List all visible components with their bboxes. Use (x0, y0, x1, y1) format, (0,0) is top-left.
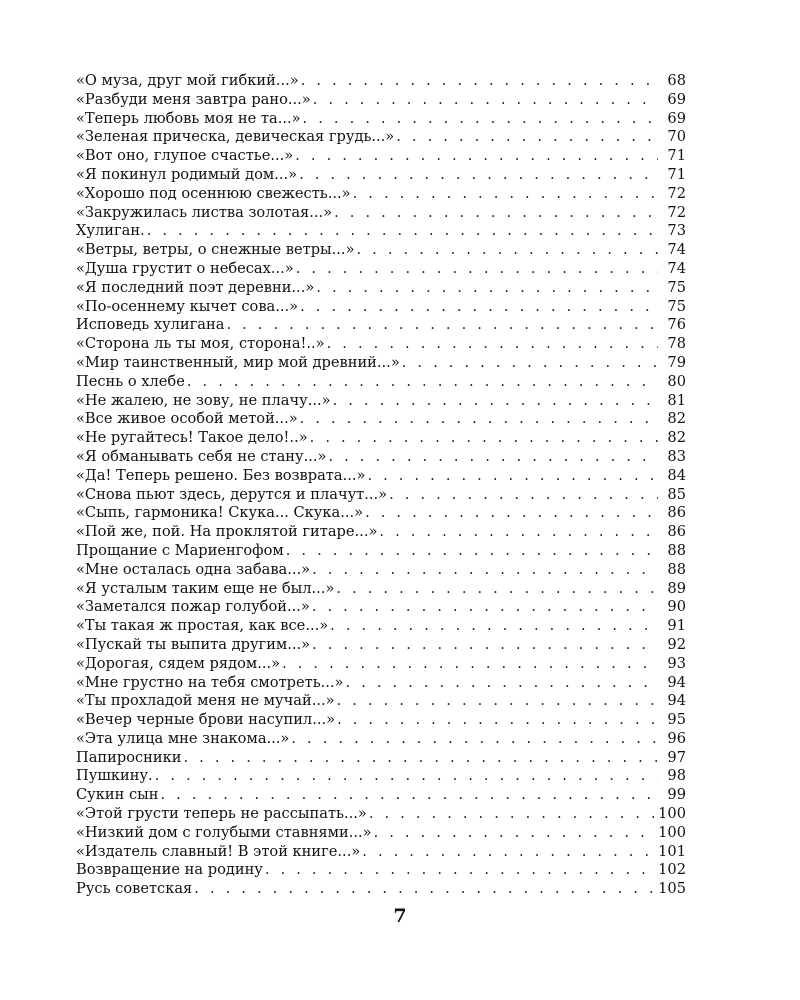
toc-entry-title: «Дорогая, сядем рядом...» (76, 654, 281, 672)
toc-entry (76, 786, 686, 805)
toc-entry (76, 617, 686, 636)
toc-dot-leader (327, 335, 658, 354)
toc-dot-leader (265, 861, 654, 880)
toc-entry (76, 598, 686, 617)
toc-entry-page: 71 (667, 165, 686, 183)
toc-entry-title: «Хорошо под осеннюю свежесть...» (76, 184, 351, 202)
toc-entry-page: 82 (667, 429, 686, 447)
toc-entry-title: «Я обманывать себя не стану...» (76, 447, 327, 465)
toc-entry-title: «Низкий дом с голубыми ставнями...» (76, 823, 372, 841)
toc-entry (76, 260, 686, 279)
toc-entry-title: «Закружилась листва золотая...» (76, 203, 333, 221)
toc-entry-title: «Сторона ль ты моя, сторона!..» (76, 335, 325, 353)
toc-dot-leader (367, 467, 658, 486)
toc-entry-title: Песнь о хлебе (76, 372, 185, 390)
toc-entry-page: 72 (667, 203, 686, 221)
toc-entry (76, 72, 686, 91)
toc-dot-leader (369, 805, 654, 824)
toc-entry-page: 84 (667, 466, 686, 484)
toc-entry-page: 70 (667, 128, 686, 146)
toc-entry-title: «Сыпь, гармоника! Скука... Скука...» (76, 504, 364, 522)
page-number: 7 (393, 905, 407, 927)
toc-dot-leader (379, 523, 658, 542)
toc-entry-page: 93 (667, 654, 686, 672)
toc-entry (76, 861, 686, 880)
toc-entry-title: «Душа грустит о небесах...» (76, 259, 294, 277)
toc-entry (76, 298, 686, 317)
toc-dot-leader (312, 598, 658, 617)
toc-entry (76, 335, 686, 354)
toc-entry (76, 241, 686, 260)
toc-entry-title: Хулиган. (76, 222, 145, 240)
toc-entry (76, 580, 686, 599)
toc-entry-page: 99 (667, 786, 686, 804)
toc-entry (76, 749, 686, 768)
toc-entry-title: Папиросники (76, 748, 182, 766)
toc-entry-title: «Я покинул родимый дом...» (76, 165, 298, 183)
toc-entry-title: «Ветры, ветры, о снежные ветры...» (76, 241, 355, 259)
toc-entry (76, 316, 686, 335)
toc-entry-page: 88 (667, 541, 686, 559)
toc-entry-title: «По-осеннему кычет сова...» (76, 297, 299, 315)
toc-entry-page: 91 (667, 617, 686, 635)
toc-entry-title: «Не ругайтесь! Такое дело!..» (76, 429, 308, 447)
toc-dot-leader (313, 91, 658, 110)
toc-entry-title: «Мир таинственный, мир мой древний...» (76, 353, 400, 371)
toc-entry (76, 674, 686, 693)
toc-dot-leader (301, 72, 658, 91)
toc-dot-leader (303, 110, 658, 129)
toc-entry-title: Исповедь хулигана (76, 316, 225, 334)
toc-entry-page: 79 (667, 353, 686, 371)
toc-entry-page: 81 (667, 391, 686, 409)
toc-entry-page: 95 (667, 711, 686, 729)
toc-entry (76, 843, 686, 862)
toc-entry-title: «Теперь любовь моя не та...» (76, 109, 301, 127)
toc-entry (76, 128, 686, 147)
toc-entry-title: «Заметался пожар голубой...» (76, 598, 310, 616)
toc-entry-title: Русь советская (76, 880, 193, 898)
toc-dot-leader (337, 692, 658, 711)
toc-entry (76, 185, 686, 204)
toc-entry (76, 711, 686, 730)
toc-entry-page: 83 (667, 447, 686, 465)
toc-entry-page: 105 (658, 880, 686, 898)
toc-entry (76, 147, 686, 166)
toc-dot-leader (312, 636, 658, 655)
toc-entry (76, 486, 686, 505)
toc-entry-page: 75 (667, 297, 686, 315)
toc-entry-title: «Пускай ты выпита другим...» (76, 635, 311, 653)
toc-dot-leader (328, 448, 658, 467)
toc-dot-leader (365, 504, 658, 523)
toc-dot-leader (353, 185, 658, 204)
toc-entry-page: 102 (658, 861, 686, 879)
toc-entry-title: «Вот оно, глупое счастье...» (76, 147, 294, 165)
toc-dot-leader (396, 128, 658, 147)
toc-entry-page: 100 (658, 805, 686, 823)
toc-entry (76, 805, 686, 824)
toc-dot-leader (183, 749, 658, 768)
toc-entry (76, 110, 686, 129)
toc-entry-title: «Я усталым таким еще не был...» (76, 579, 335, 597)
toc-dot-leader (300, 298, 658, 317)
toc-entry-page: 69 (667, 109, 686, 127)
toc-entry-title: «Пой же, пой. На проклятой гитаре...» (76, 523, 378, 541)
toc-entry (76, 429, 686, 448)
toc-dot-leader (374, 824, 655, 843)
toc-entry-page: 89 (667, 579, 686, 597)
toc-entry-title: «Зеленая прическа, девическая грудь...» (76, 128, 395, 146)
toc-entry-page: 74 (667, 241, 686, 259)
toc-dot-leader (336, 580, 658, 599)
toc-entry-page: 100 (658, 823, 686, 841)
toc-entry (76, 448, 686, 467)
toc-entry (76, 279, 686, 298)
toc-entry-title: Сукин сын (76, 786, 159, 804)
toc-entry-page: 96 (667, 729, 686, 747)
toc-entry-title: «Ты такая ж простая, как все...» (76, 617, 329, 635)
toc-entry-page: 92 (667, 635, 686, 653)
toc-dot-leader (155, 767, 658, 786)
toc-entry-page: 71 (667, 147, 686, 165)
toc-entry-page: 73 (667, 222, 686, 240)
toc-dot-leader (334, 204, 658, 223)
toc-entry-page: 97 (667, 748, 686, 766)
toc-entry-page: 76 (667, 316, 686, 334)
toc-entry-page: 86 (667, 523, 686, 541)
toc-entry-title: «Вечер черные брови насупил...» (76, 711, 336, 729)
toc-dot-leader (345, 674, 658, 693)
toc-entry-title: «Издатель славный! В этой книге...» (76, 842, 361, 860)
toc-entry-title: «Да! Теперь решено. Без возврата...» (76, 466, 366, 484)
toc-dot-leader (312, 561, 658, 580)
toc-dot-leader (357, 241, 659, 260)
toc-entry (76, 392, 686, 411)
toc-dot-leader (187, 373, 658, 392)
toc-entry-page: 98 (667, 767, 686, 785)
toc-entry (76, 166, 686, 185)
toc-entry-title: «Все живое особой метой...» (76, 410, 298, 428)
toc-entry-title: Пушкину. (76, 767, 153, 785)
toc-dot-leader (291, 730, 658, 749)
toc-entry-page: 94 (667, 673, 686, 691)
toc-entry (76, 692, 686, 711)
toc-entry-title: «Снова пьют здесь, дерутся и плачут...» (76, 485, 388, 503)
toc-entry (76, 467, 686, 486)
toc-entry (76, 880, 686, 899)
toc-entry-page: 88 (667, 560, 686, 578)
toc-entry-title: «Этой грусти теперь не рассыпать...» (76, 805, 367, 823)
toc-dot-leader (330, 617, 658, 636)
toc-entry-page: 72 (667, 184, 686, 202)
toc-entry (76, 222, 686, 241)
toc-entry-page: 90 (667, 598, 686, 616)
toc-entry-title: Возвращение на родину (76, 861, 263, 879)
toc-dot-leader (300, 410, 658, 429)
table-of-contents (76, 72, 686, 899)
toc-dot-leader (282, 655, 658, 674)
toc-entry (76, 636, 686, 655)
toc-entry (76, 410, 686, 429)
toc-entry (76, 523, 686, 542)
toc-entry (76, 767, 686, 786)
toc-entry-page: 82 (667, 410, 686, 428)
toc-entry (76, 824, 686, 843)
toc-entry (76, 561, 686, 580)
toc-entry-page: 69 (667, 90, 686, 108)
toc-entry-page: 86 (667, 504, 686, 522)
toc-dot-leader (310, 429, 658, 448)
toc-entry (76, 354, 686, 373)
toc-entry (76, 542, 686, 561)
toc-entry-page: 78 (667, 335, 686, 353)
toc-dot-leader (402, 354, 658, 373)
toc-entry-title: «Эта улица мне знакома...» (76, 729, 290, 747)
toc-entry-page: 85 (667, 485, 686, 503)
toc-dot-leader (337, 711, 658, 730)
toc-dot-leader (296, 260, 658, 279)
toc-dot-leader (389, 486, 658, 505)
toc-entry-title: «Ты прохладой меня не мучай...» (76, 692, 335, 710)
toc-entry (76, 504, 686, 523)
toc-dot-leader (299, 166, 658, 185)
toc-entry (76, 91, 686, 110)
toc-dot-leader (160, 786, 658, 805)
toc-dot-leader (295, 147, 658, 166)
toc-entry (76, 730, 686, 749)
toc-entry-page: 80 (667, 372, 686, 390)
toc-entry (76, 373, 686, 392)
toc-dot-leader (226, 316, 658, 335)
toc-entry-title: «О муза, друг мой гибкий...» (76, 72, 299, 89)
toc-entry-page: 101 (658, 842, 686, 860)
toc-entry (76, 655, 686, 674)
toc-entry-page: 94 (667, 692, 686, 710)
toc-dot-leader (362, 843, 654, 862)
toc-dot-leader (286, 542, 658, 561)
toc-entry-title: Прощание с Мариенгофом (76, 541, 284, 559)
toc-dot-leader (147, 222, 658, 241)
toc-entry-title: «Не жалею, не зову, не плачу...» (76, 391, 331, 409)
toc-dot-leader (194, 880, 654, 899)
toc-dot-leader (316, 279, 658, 298)
toc-entry-page: 75 (667, 278, 686, 296)
toc-entry-title: «Я последний поэт деревни...» (76, 278, 315, 296)
toc-entry-page: 74 (667, 259, 686, 277)
toc-entry-page: 68 (667, 72, 686, 89)
toc-entry-title: «Мне осталась одна забава...» (76, 560, 311, 578)
toc-dot-leader (333, 392, 658, 411)
toc-entry (76, 204, 686, 223)
toc-entry-title: «Разбуди меня завтра рано...» (76, 90, 311, 108)
toc-entry-title: «Мне грустно на тебя смотреть...» (76, 673, 344, 691)
